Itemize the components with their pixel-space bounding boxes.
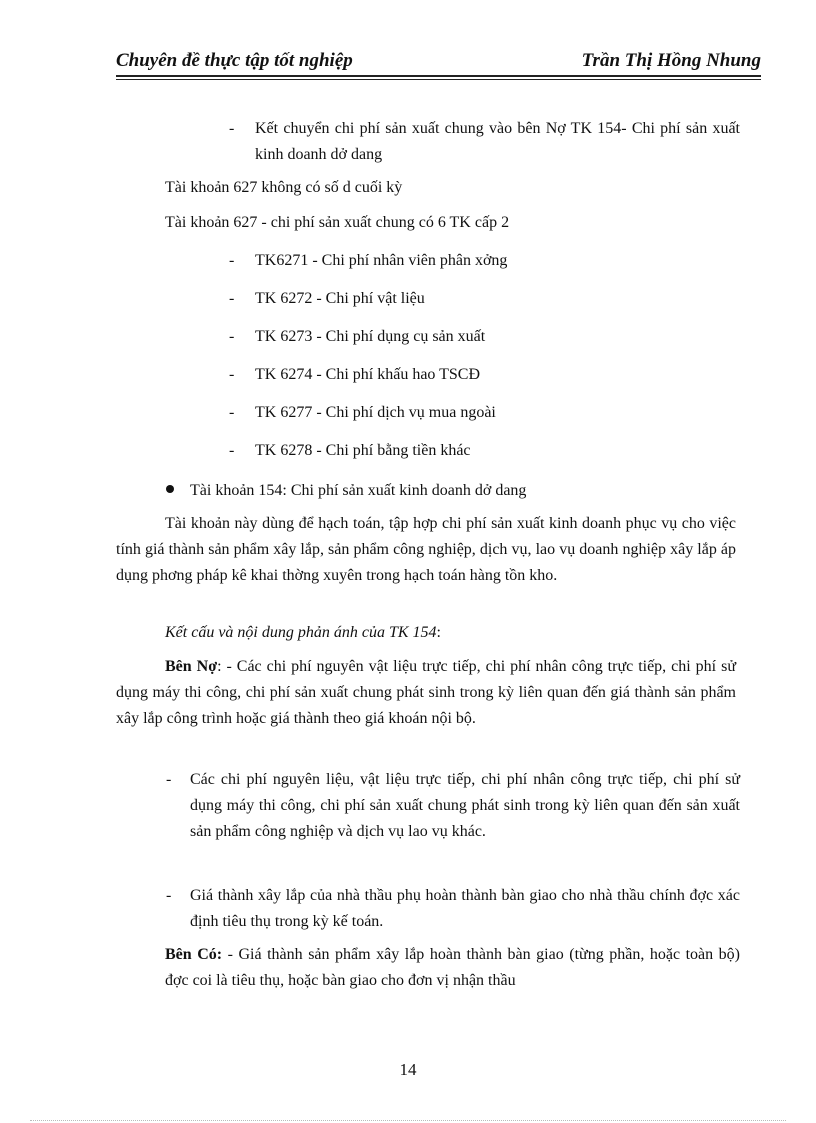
heading-colon: : xyxy=(436,624,441,641)
ben-no-item-2: Giá thành xây lắp của nhà thầu phụ hoàn thành bàn giao cho nhà thầu chính đợc xác định tiêu thụ trong kỳ kế toán. xyxy=(190,887,740,930)
paragraph-ben-co xyxy=(165,942,740,994)
tk-item-6272: TK 6272 - Chi phí vật liệu xyxy=(255,290,425,307)
dash-marker: - xyxy=(166,887,172,904)
page-header xyxy=(116,50,761,74)
text-line-627-accounts: Tài khoản 627 - chi phí sản xuất chung có 6 TK cấp 2 xyxy=(165,214,510,231)
ben-co-label: Bên Có: xyxy=(165,946,223,963)
ben-no-label: Bên Nợ xyxy=(165,658,218,675)
heading-italic-text: Kết cấu và nội dung phản ánh của TK 154 xyxy=(165,624,437,641)
dash-marker: - xyxy=(229,120,235,137)
ben-no-item-1: Các chi phí nguyên liệu, vật liệu trực tiếp, chi phí nhân công trực tiếp, chi phí sử dụng máy thi công, chi phí sản xuất chung phát sinh trong kỳ liên quan đến sản xuất sản phẩm công nghiệp và dịch vụ lao vụ khác. xyxy=(190,771,740,840)
tk-item-6278: TK 6278 - Chi phí bằng tiền khác xyxy=(255,442,471,459)
tk-item-6277: TK 6277 - Chi phí dịch vụ mua ngoài xyxy=(255,404,496,421)
header-left-title: Chuyên đề thực tập tốt nghiệp xyxy=(116,50,353,71)
paragraph-ben-no xyxy=(116,654,736,732)
page-bottom-divider xyxy=(30,1120,786,1121)
paragraph-tk-154-desc: Tài khoản này dùng để hạch toán, tập hợp chi phí sản xuất kinh doanh phục vụ cho việc tính giá thành sản phẩm xây lắp, sản phẩm công nghiệp, dịch vụ, lao vụ doanh nghiệp xây lắp áp dụng phơng pháp kê khai thờng xuyên trong hạch toán hàng tồn kho. xyxy=(116,515,736,584)
bullet-tk-154: Tài khoản 154: Chi phí sản xuất kinh doanh dở dang xyxy=(190,482,527,499)
header-right-author: Trần Thị Hồng Nhung xyxy=(581,50,761,71)
dash-marker: - xyxy=(229,328,235,345)
tk-item-6271: TK6271 - Chi phí nhân viên phân xởng xyxy=(255,252,508,269)
dash-marker: - xyxy=(229,442,235,459)
page-number: 14 xyxy=(399,1060,417,1079)
ben-no-text: : - Các chi phí nguyên vật liệu trực tiếp, chi phí nhân công trực tiếp, chi phí sử dụng máy thi công, chi phí sản xuất chung phát sinh trong kỳ liên quan đến giá thành sản phẩm xây lắp công trình hoặc giá thành theo giá khoán nội bộ. xyxy=(116,658,736,727)
dash-marker: - xyxy=(229,366,235,383)
ben-co-text: - Giá thành sản phẩm xây lắp hoàn thành bàn giao (từng phần, hoặc toàn bộ) đợc coi là tiêu thụ, hoặc bàn giao cho đơn vị nhận thầu xyxy=(165,946,741,989)
bullet-icon xyxy=(166,485,174,493)
list-item-ket-chuyen: Kết chuyển chi phí sản xuất chung vào bên Nợ TK 154- Chi phí sản xuất kinh doanh dở dang xyxy=(255,120,740,163)
tk-item-6274: TK 6274 - Chi phí khấu hao TSCĐ xyxy=(255,366,481,383)
dash-marker: - xyxy=(166,771,172,788)
tk-item-6273: TK 6273 - Chi phí dụng cụ sản xuất xyxy=(255,328,486,345)
text-line-627-balance: Tài khoản 627 không có số d cuối kỳ xyxy=(165,179,403,196)
section-heading xyxy=(165,620,441,646)
header-rule-thick xyxy=(116,75,761,77)
dash-marker: - xyxy=(229,252,235,269)
dash-marker: - xyxy=(229,290,235,307)
header-rule-thin xyxy=(116,79,761,80)
dash-marker: - xyxy=(229,404,235,421)
